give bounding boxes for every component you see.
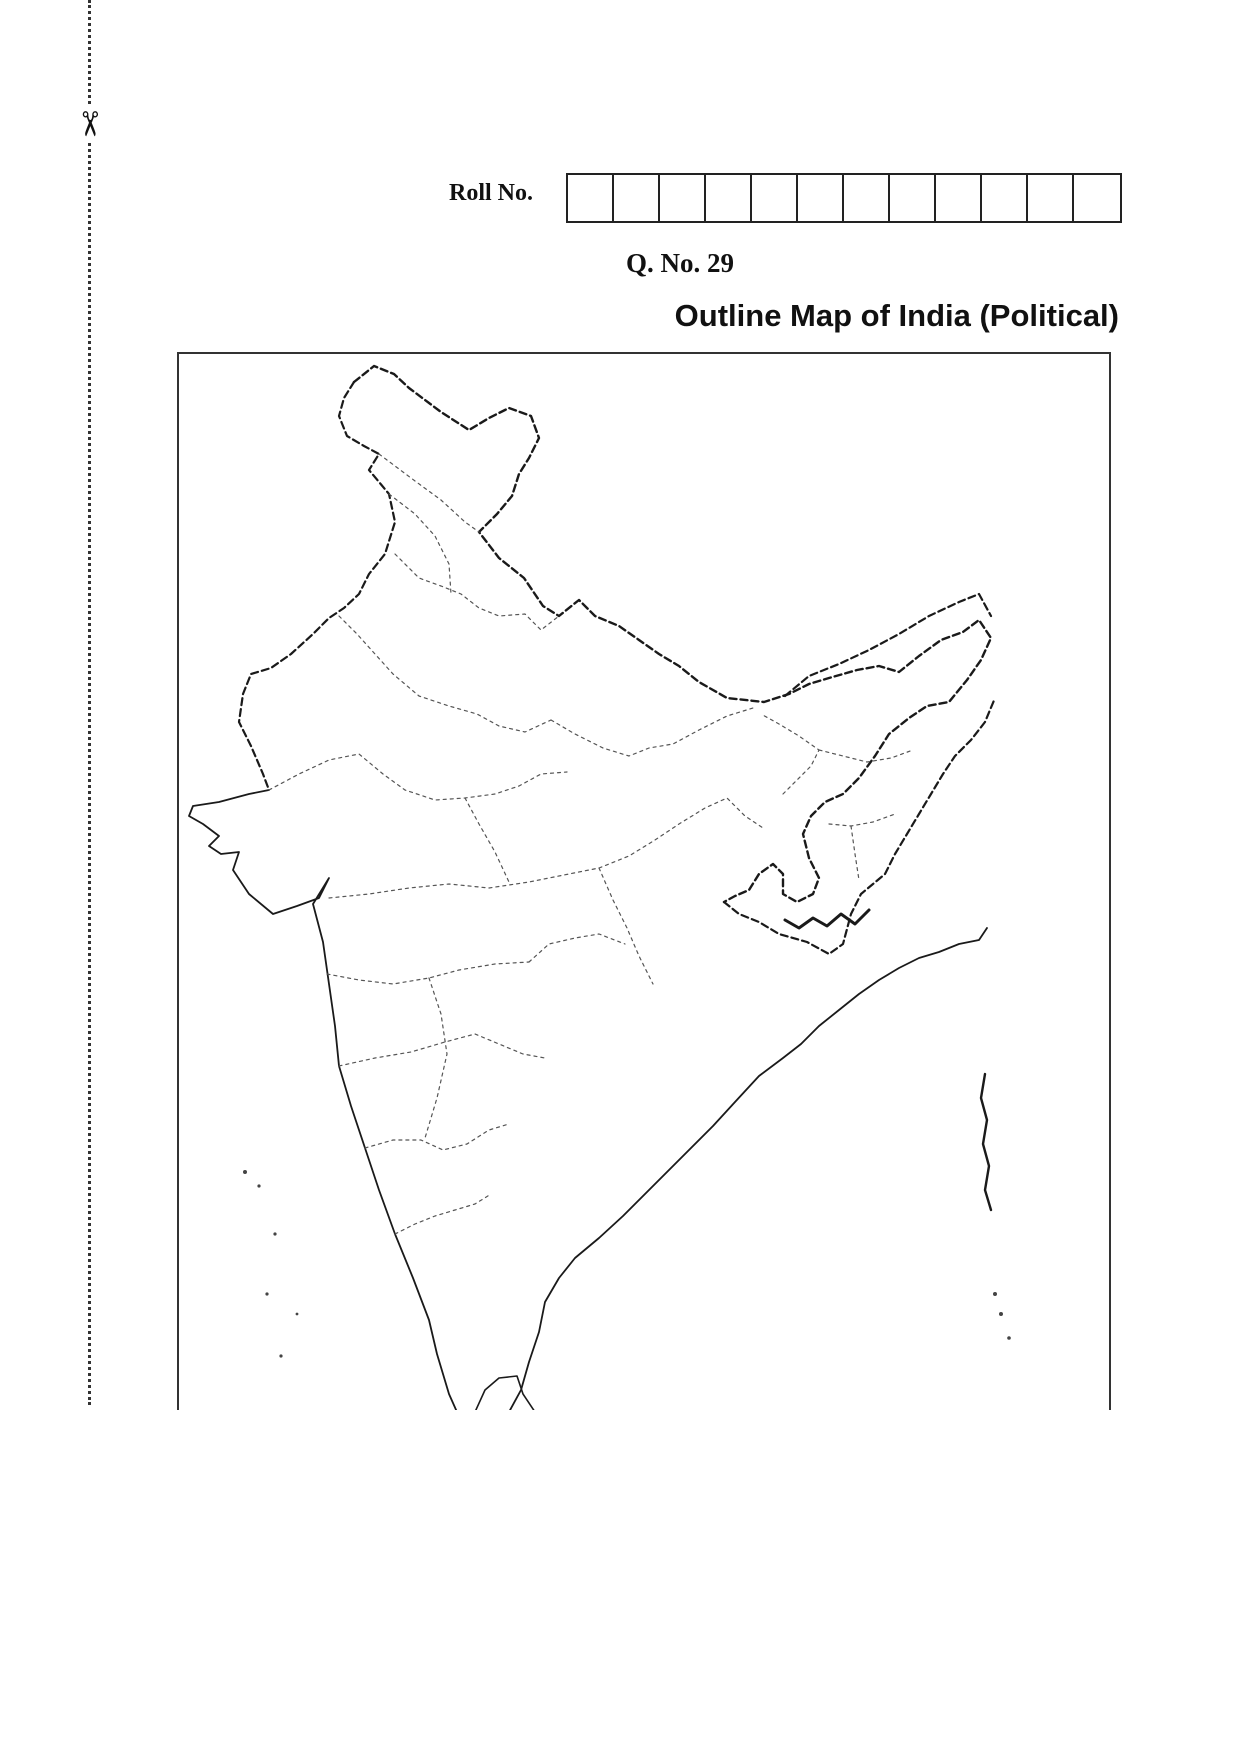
roll-number-box[interactable]	[936, 175, 982, 221]
roll-number-box[interactable]	[614, 175, 660, 221]
roll-number-box[interactable]	[1028, 175, 1074, 221]
roll-number-label: Roll No.	[449, 180, 533, 206]
question-number: Q. No. 29	[626, 248, 734, 278]
international-boundary	[354, 366, 991, 902]
lakshadweep-islands	[243, 1170, 298, 1358]
bengal-delta	[785, 910, 869, 928]
india-outline-map	[179, 354, 1111, 1410]
map-title: Outline Map of India (Political)	[674, 298, 1119, 333]
roll-number-box[interactable]	[890, 175, 936, 221]
roll-number-boxes	[566, 173, 1122, 223]
northeast-boundary	[724, 698, 995, 954]
roll-number-box[interactable]	[660, 175, 706, 221]
roll-number-box[interactable]	[1074, 175, 1120, 221]
scissors-icon: ✂	[69, 107, 109, 141]
sri-lanka-outline	[475, 1376, 535, 1410]
nicobar-islands	[993, 1292, 1011, 1340]
roll-number-box[interactable]	[752, 175, 798, 221]
east-coast	[509, 928, 987, 1410]
roll-number-box[interactable]	[982, 175, 1028, 221]
northwest-boundary	[239, 382, 395, 790]
state-boundaries	[269, 454, 913, 1234]
roll-number-box[interactable]	[706, 175, 752, 221]
roll-number-box[interactable]	[844, 175, 890, 221]
roll-number-box[interactable]	[568, 175, 614, 221]
andaman-islands	[981, 1074, 991, 1210]
roll-number-box[interactable]	[798, 175, 844, 221]
west-coast	[189, 790, 457, 1410]
cut-line	[88, 0, 91, 1405]
map-frame	[177, 352, 1111, 1410]
